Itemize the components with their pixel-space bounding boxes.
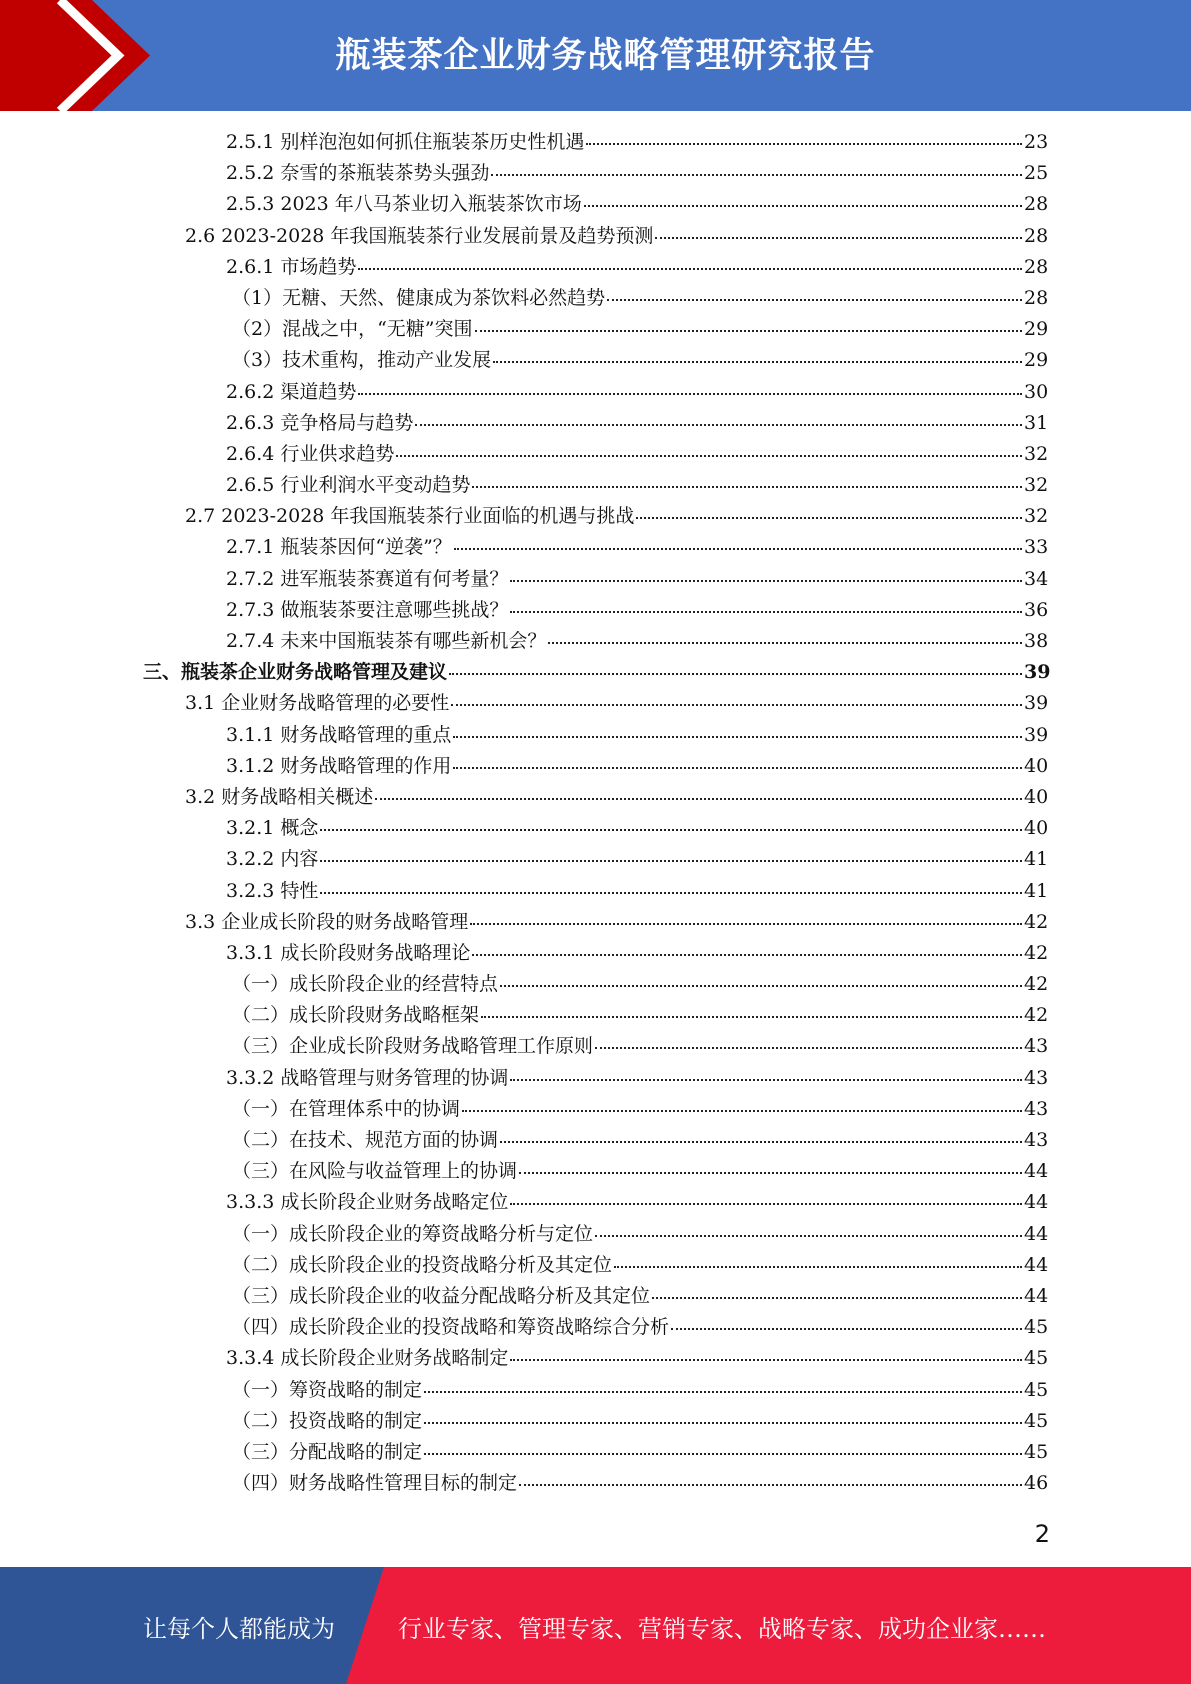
toc-entry-page: 32	[1024, 505, 1049, 528]
toc-dot-leader	[510, 1358, 1022, 1361]
toc-entry-page: 46	[1024, 1472, 1049, 1495]
toc-dot-leader	[453, 766, 1022, 769]
toc-entry-title: 2.5.3 2023 年八马茶业切入瓶装茶饮市场	[226, 193, 582, 216]
toc-entry[interactable]	[226, 252, 1048, 283]
table-of-contents	[0, 127, 1191, 1499]
toc-dot-leader	[375, 797, 1022, 800]
toc-dot-leader	[470, 922, 1022, 925]
toc-entry[interactable]	[226, 876, 1048, 907]
toc-dot-leader	[424, 1421, 1022, 1424]
toc-entry[interactable]	[185, 221, 1048, 252]
toc-dot-leader	[614, 1265, 1022, 1268]
toc-dot-leader	[548, 641, 1022, 644]
toc-entry-title: 2.5.2 奈雪的茶瓶装茶势头强劲	[226, 162, 490, 185]
toc-dot-leader	[491, 173, 1022, 176]
toc-entry-page: 39	[1024, 692, 1049, 715]
toc-entry[interactable]	[226, 1187, 1048, 1218]
toc-entry-page: 45	[1024, 1316, 1049, 1339]
toc-entry-title: （三）成长阶段企业的收益分配战略分析及其定位	[232, 1284, 651, 1307]
toc-entry-page: 42	[1024, 973, 1049, 996]
toc-entry[interactable]	[232, 314, 1048, 345]
toc-dot-leader	[500, 1140, 1022, 1143]
toc-entry[interactable]	[232, 1468, 1048, 1499]
toc-entry-title: （三）在风险与收益管理上的协调	[232, 1160, 518, 1183]
toc-entry-page: 43	[1024, 1035, 1049, 1058]
toc-dot-leader	[472, 485, 1022, 488]
toc-dot-leader	[449, 672, 1022, 675]
toc-dot-leader	[586, 142, 1022, 145]
toc-entry[interactable]	[226, 1343, 1048, 1374]
toc-entry-title: 2.7.1 瓶装茶因何“逆袭”？	[226, 536, 452, 559]
toc-entry[interactable]	[185, 907, 1048, 938]
toc-entry-title: （三）分配战略的制定	[232, 1440, 423, 1463]
toc-entry-page: 45	[1024, 1378, 1049, 1401]
toc-dot-leader	[453, 735, 1022, 738]
toc-dot-leader	[451, 703, 1022, 706]
toc-entry-page: 45	[1024, 1409, 1049, 1432]
footer-slogan-left: 让每个人都能成为	[143, 1615, 335, 1643]
toc-dot-leader	[510, 579, 1022, 582]
toc-entry-page: 42	[1024, 1004, 1049, 1027]
toc-dot-leader	[358, 267, 1022, 270]
toc-entry-title: 3.2 财务战略相关概述	[185, 785, 374, 808]
toc-entry-title: 3.3 企业成长阶段的财务战略管理	[185, 910, 469, 933]
toc-entry[interactable]	[232, 1375, 1048, 1406]
toc-entry-page: 29	[1024, 349, 1049, 372]
toc-dot-leader	[424, 1452, 1022, 1455]
toc-entry-page: 40	[1024, 785, 1049, 808]
toc-entry-page: 39	[1024, 661, 1051, 684]
toc-entry[interactable]	[185, 688, 1048, 719]
toc-entry-page: 42	[1024, 941, 1049, 964]
toc-entry[interactable]	[226, 439, 1048, 470]
toc-dot-leader	[510, 1078, 1022, 1081]
toc-entry-title: 2.7.2 进军瓶装茶赛道有何考量？	[226, 567, 509, 590]
toc-entry-page: 40	[1024, 754, 1049, 777]
toc-dot-leader	[320, 828, 1022, 831]
toc-entry-title: 3.2.3 特性	[226, 879, 319, 902]
toc-entry-title: 2.7 2023-2028 年我国瓶装茶行业面临的机遇与挑战	[185, 505, 635, 528]
toc-dot-leader	[415, 423, 1022, 426]
toc-entry-title: （三）企业成长阶段财务战略管理工作原则	[232, 1035, 594, 1058]
toc-entry-page: 34	[1024, 567, 1049, 590]
toc-entry-page: 43	[1024, 1097, 1049, 1120]
toc-entry[interactable]	[226, 844, 1048, 875]
toc-entry-title: 3.3.3 成长阶段企业财务战略定位	[226, 1191, 509, 1214]
toc-entry-title: 2.7.3 做瓶装茶要注意哪些挑战？	[226, 598, 509, 621]
toc-dot-leader	[472, 953, 1022, 956]
toc-entry-page: 44	[1024, 1222, 1049, 1245]
toc-entry-page: 25	[1024, 162, 1049, 185]
toc-entry[interactable]	[232, 969, 1048, 1000]
page-number: 2	[1034, 1520, 1050, 1548]
toc-entry[interactable]	[232, 1312, 1048, 1343]
toc-entry[interactable]	[226, 127, 1048, 158]
toc-entry-page: 30	[1024, 380, 1049, 403]
toc-entry-page: 45	[1024, 1440, 1049, 1463]
toc-entry[interactable]	[226, 626, 1048, 657]
toc-entry-title: 3.3.2 战略管理与财务管理的协调	[226, 1066, 509, 1089]
toc-entry-title: 2.6.5 行业利润水平变动趋势	[226, 474, 471, 497]
toc-entry-page: 42	[1024, 910, 1049, 933]
toc-dot-leader	[396, 454, 1022, 457]
toc-entry-page: 45	[1024, 1347, 1049, 1370]
toc-entry-page: 44	[1024, 1284, 1049, 1307]
toc-entry-page: 44	[1024, 1160, 1049, 1183]
toc-dot-leader	[462, 1109, 1022, 1112]
toc-entry[interactable]	[232, 1250, 1048, 1281]
toc-entry[interactable]	[226, 564, 1048, 595]
toc-entry[interactable]	[226, 408, 1048, 439]
toc-entry-title: （二）成长阶段财务战略框架	[232, 1004, 480, 1027]
toc-entry[interactable]	[232, 1156, 1048, 1187]
toc-entry-page: 43	[1024, 1066, 1049, 1089]
toc-dot-leader	[655, 236, 1022, 239]
toc-entry-page: 41	[1024, 848, 1049, 871]
toc-entry-title: 2.6 2023-2028 年我国瓶装茶行业发展前景及趋势预测	[185, 224, 654, 247]
toc-entry[interactable]	[226, 813, 1048, 844]
toc-entry[interactable]	[143, 657, 1051, 688]
toc-entry-title: 3.1.1 财务战略管理的重点	[226, 723, 452, 746]
footer-slogan-right: 行业专家、管理专家、营销专家、战略专家、成功企业家……	[398, 1615, 1046, 1643]
toc-dot-leader	[481, 1015, 1022, 1018]
toc-entry-page: 39	[1024, 723, 1049, 746]
toc-entry-page: 33	[1024, 536, 1049, 559]
toc-entry-page: 32	[1024, 442, 1049, 465]
toc-entry-page: 38	[1024, 630, 1049, 652]
toc-entry-title: （二）成长阶段企业的投资战略分析及其定位	[232, 1253, 613, 1276]
toc-entry[interactable]	[185, 501, 1048, 532]
toc-entry[interactable]	[226, 595, 1048, 626]
toc-entry[interactable]	[232, 283, 1048, 314]
toc-entry-title: （二）投资战略的制定	[232, 1409, 423, 1432]
toc-dot-leader	[519, 1483, 1022, 1486]
toc-dot-leader	[320, 859, 1022, 862]
toc-dot-leader	[584, 204, 1022, 207]
toc-entry-title: 3.1.2 财务战略管理的作用	[226, 754, 452, 777]
toc-entry-title: （四）财务战略性管理目标的制定	[232, 1472, 518, 1495]
page-footer	[0, 1567, 1191, 1684]
toc-entry[interactable]	[226, 189, 1048, 220]
toc-entry[interactable]	[226, 751, 1048, 782]
toc-entry-title: 2.6.2 渠道趋势	[226, 380, 357, 403]
toc-entry-page: 44	[1024, 1253, 1049, 1276]
toc-dot-leader	[500, 984, 1022, 987]
toc-entry-title: （3）技术重构，推动产业发展	[232, 349, 492, 372]
toc-entry[interactable]	[232, 345, 1048, 376]
toc-entry-page: 28	[1024, 193, 1049, 216]
toc-entry[interactable]	[232, 1406, 1048, 1437]
toc-entry[interactable]	[185, 782, 1048, 813]
toc-dot-leader	[519, 1171, 1022, 1174]
toc-dot-leader	[595, 1234, 1022, 1237]
toc-entry-page: 41	[1024, 879, 1049, 902]
toc-dot-leader	[636, 516, 1022, 519]
toc-entry-title: 2.7.4 未来中国瓶装茶有哪些新机会？	[226, 630, 547, 652]
toc-entry[interactable]	[226, 470, 1048, 501]
toc-entry-page: 28	[1024, 286, 1049, 309]
toc-entry[interactable]	[232, 1437, 1048, 1468]
toc-entry-page: 29	[1024, 318, 1049, 341]
toc-entry[interactable]	[226, 1063, 1048, 1094]
toc-entry-title: 2.6.4 行业供求趋势	[226, 442, 395, 465]
toc-entry-page: 40	[1024, 817, 1049, 840]
toc-entry[interactable]	[226, 532, 1048, 563]
toc-entry-page: 36	[1024, 598, 1049, 621]
toc-entry-title: 2.6.3 竞争格局与趋势	[226, 411, 414, 434]
toc-dot-leader	[595, 1046, 1022, 1049]
toc-dot-leader	[607, 298, 1022, 301]
report-title: 瓶装茶企业财务战略管理研究报告	[335, 36, 876, 76]
toc-entry[interactable]	[226, 720, 1048, 751]
toc-entry-page: 28	[1024, 255, 1049, 278]
toc-entry-page: 31	[1024, 411, 1049, 434]
toc-entry[interactable]	[232, 1094, 1048, 1125]
toc-entry-page: 23	[1024, 131, 1049, 153]
toc-entry-title: （一）成长阶段企业的筹资战略分析与定位	[232, 1222, 594, 1245]
toc-dot-leader	[320, 891, 1022, 894]
toc-entry[interactable]	[232, 1031, 1048, 1062]
toc-entry-page: 28	[1024, 224, 1049, 247]
toc-dot-leader	[358, 392, 1022, 395]
toc-entry-title: 3.2.2 内容	[226, 848, 319, 871]
toc-entry[interactable]	[232, 1125, 1048, 1156]
toc-entry-page: 44	[1024, 1191, 1049, 1214]
toc-entry-page: 43	[1024, 1129, 1049, 1151]
toc-entry[interactable]	[226, 158, 1048, 189]
toc-entry[interactable]	[226, 377, 1048, 408]
toc-entry[interactable]	[226, 938, 1048, 969]
toc-entry-title: （1）无糖、天然、健康成为茶饮料必然趋势	[232, 286, 606, 309]
toc-entry-title: 3.3.4 成长阶段企业财务战略制定	[226, 1347, 509, 1370]
toc-dot-leader	[454, 547, 1022, 550]
toc-entry-title: 3.1 企业财务战略管理的必要性	[185, 692, 450, 715]
toc-dot-leader	[671, 1327, 1022, 1330]
toc-entry[interactable]	[232, 1281, 1048, 1312]
toc-entry-title: （一）筹资战略的制定	[232, 1378, 423, 1401]
toc-dot-leader	[652, 1296, 1022, 1299]
toc-dot-leader	[510, 1202, 1022, 1205]
toc-entry-title: 3.2.1 概念	[226, 817, 319, 840]
toc-entry-page: 32	[1024, 474, 1049, 497]
toc-dot-leader	[475, 329, 1022, 332]
toc-dot-leader	[493, 360, 1022, 363]
toc-dot-leader	[510, 610, 1022, 613]
toc-entry[interactable]	[232, 1219, 1048, 1250]
toc-entry-title: （一）成长阶段企业的经营特点	[232, 973, 499, 996]
toc-entry-title: （一）在管理体系中的协调	[232, 1097, 461, 1120]
toc-entry-title: （2）混战之中，“无糖”突围	[232, 318, 473, 341]
toc-entry-title: 3.3.1 成长阶段财务战略理论	[226, 941, 471, 964]
toc-entry[interactable]	[232, 1000, 1048, 1031]
toc-entry-title: 2.6.1 市场趋势	[226, 255, 357, 278]
toc-entry-title: （四）成长阶段企业的投资战略和筹资战略综合分析	[232, 1316, 670, 1339]
page-header	[0, 0, 1191, 111]
toc-dot-leader	[424, 1390, 1022, 1393]
toc-entry-title: （二）在技术、规范方面的协调	[232, 1129, 499, 1151]
toc-entry-title: 2.5.1 别样泡泡如何抓住瓶装茶历史性机遇	[226, 131, 585, 153]
toc-entry-title: 三、瓶装茶企业财务战略管理及建议	[143, 661, 448, 684]
